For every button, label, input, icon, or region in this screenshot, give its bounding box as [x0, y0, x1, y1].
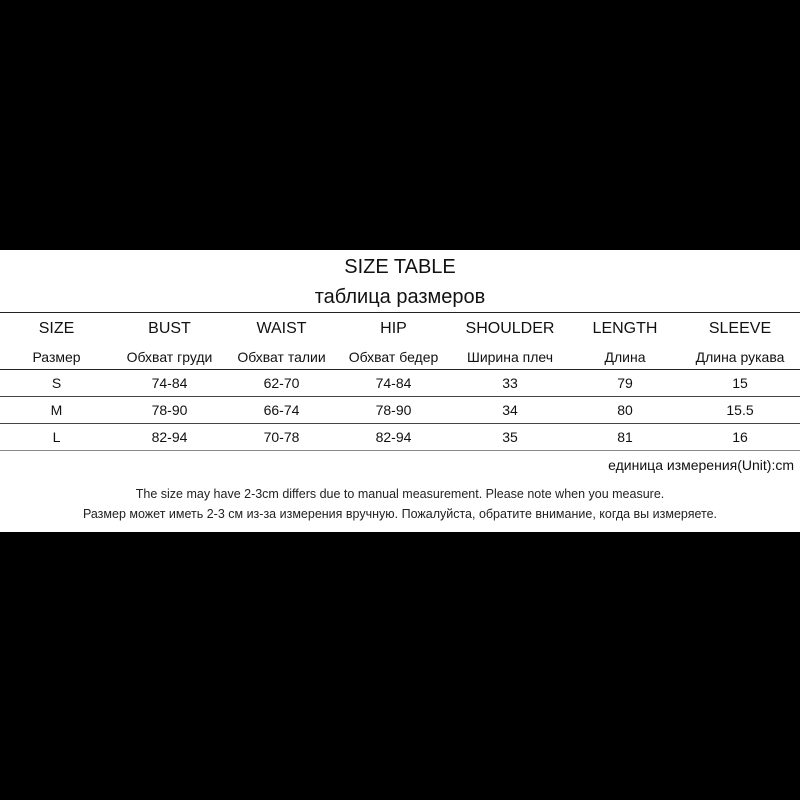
column-header-ru: Размер — [0, 345, 113, 370]
column-header-ru: Обхват талии — [226, 345, 337, 370]
table-cell: 74-84 — [337, 370, 450, 397]
table-cell: 70-78 — [226, 424, 337, 451]
column-header-ru: Ширина плеч — [450, 345, 570, 370]
column-header-ru: Длина — [570, 345, 680, 370]
table-cell: 62-70 — [226, 370, 337, 397]
table-cell: 66-74 — [226, 397, 337, 424]
table-row — [0, 370, 800, 397]
table-row — [0, 424, 800, 451]
table-cell: 15 — [680, 370, 800, 397]
measurement-note-en: The size may have 2-3cm differs due to manual measurement. Please note when you measure. — [135, 487, 665, 501]
header-row-en — [0, 313, 800, 346]
column-header: SIZE — [0, 313, 113, 346]
table-cell: 82-94 — [113, 424, 226, 451]
size-chart-panel — [0, 250, 800, 532]
table-cell: 15.5 — [680, 397, 800, 424]
table-cell: 80 — [570, 397, 680, 424]
column-header: BUST — [113, 313, 226, 346]
column-header-ru: Обхват груди — [113, 345, 226, 370]
table-cell: M — [0, 397, 113, 424]
measurement-note-ru: Размер может иметь 2-3 см из-за измерения вручную. Пожалуйста, обратите внимание, когда вы измеряете. — [82, 507, 718, 521]
table-cell: 79 — [570, 370, 680, 397]
table-cell: 33 — [450, 370, 570, 397]
column-header: WAIST — [226, 313, 337, 346]
size-table-subtitle: таблица размеров — [314, 286, 486, 308]
table-cell: 35 — [450, 424, 570, 451]
table-cell: 34 — [450, 397, 570, 424]
column-header: HIP — [337, 313, 450, 346]
column-header-ru: Длина рукава — [680, 345, 800, 370]
column-header-ru: Обхват бедер — [337, 345, 450, 370]
unit-note: единица измерения(Unit):cm — [608, 457, 794, 473]
table-cell: 81 — [570, 424, 680, 451]
header-row-ru — [0, 345, 800, 370]
table-row — [0, 397, 800, 424]
table-cell: 16 — [680, 424, 800, 451]
table-cell: 74-84 — [113, 370, 226, 397]
table-cell: 78-90 — [337, 397, 450, 424]
column-header: SHOULDER — [450, 313, 570, 346]
size-table-title: SIZE TABLE — [344, 256, 456, 278]
column-header: LENGTH — [570, 313, 680, 346]
table-cell: 82-94 — [337, 424, 450, 451]
column-header: SLEEVE — [680, 313, 800, 346]
size-table — [0, 312, 800, 451]
table-cell: 78-90 — [113, 397, 226, 424]
table-cell: L — [0, 424, 113, 451]
table-cell: S — [0, 370, 113, 397]
